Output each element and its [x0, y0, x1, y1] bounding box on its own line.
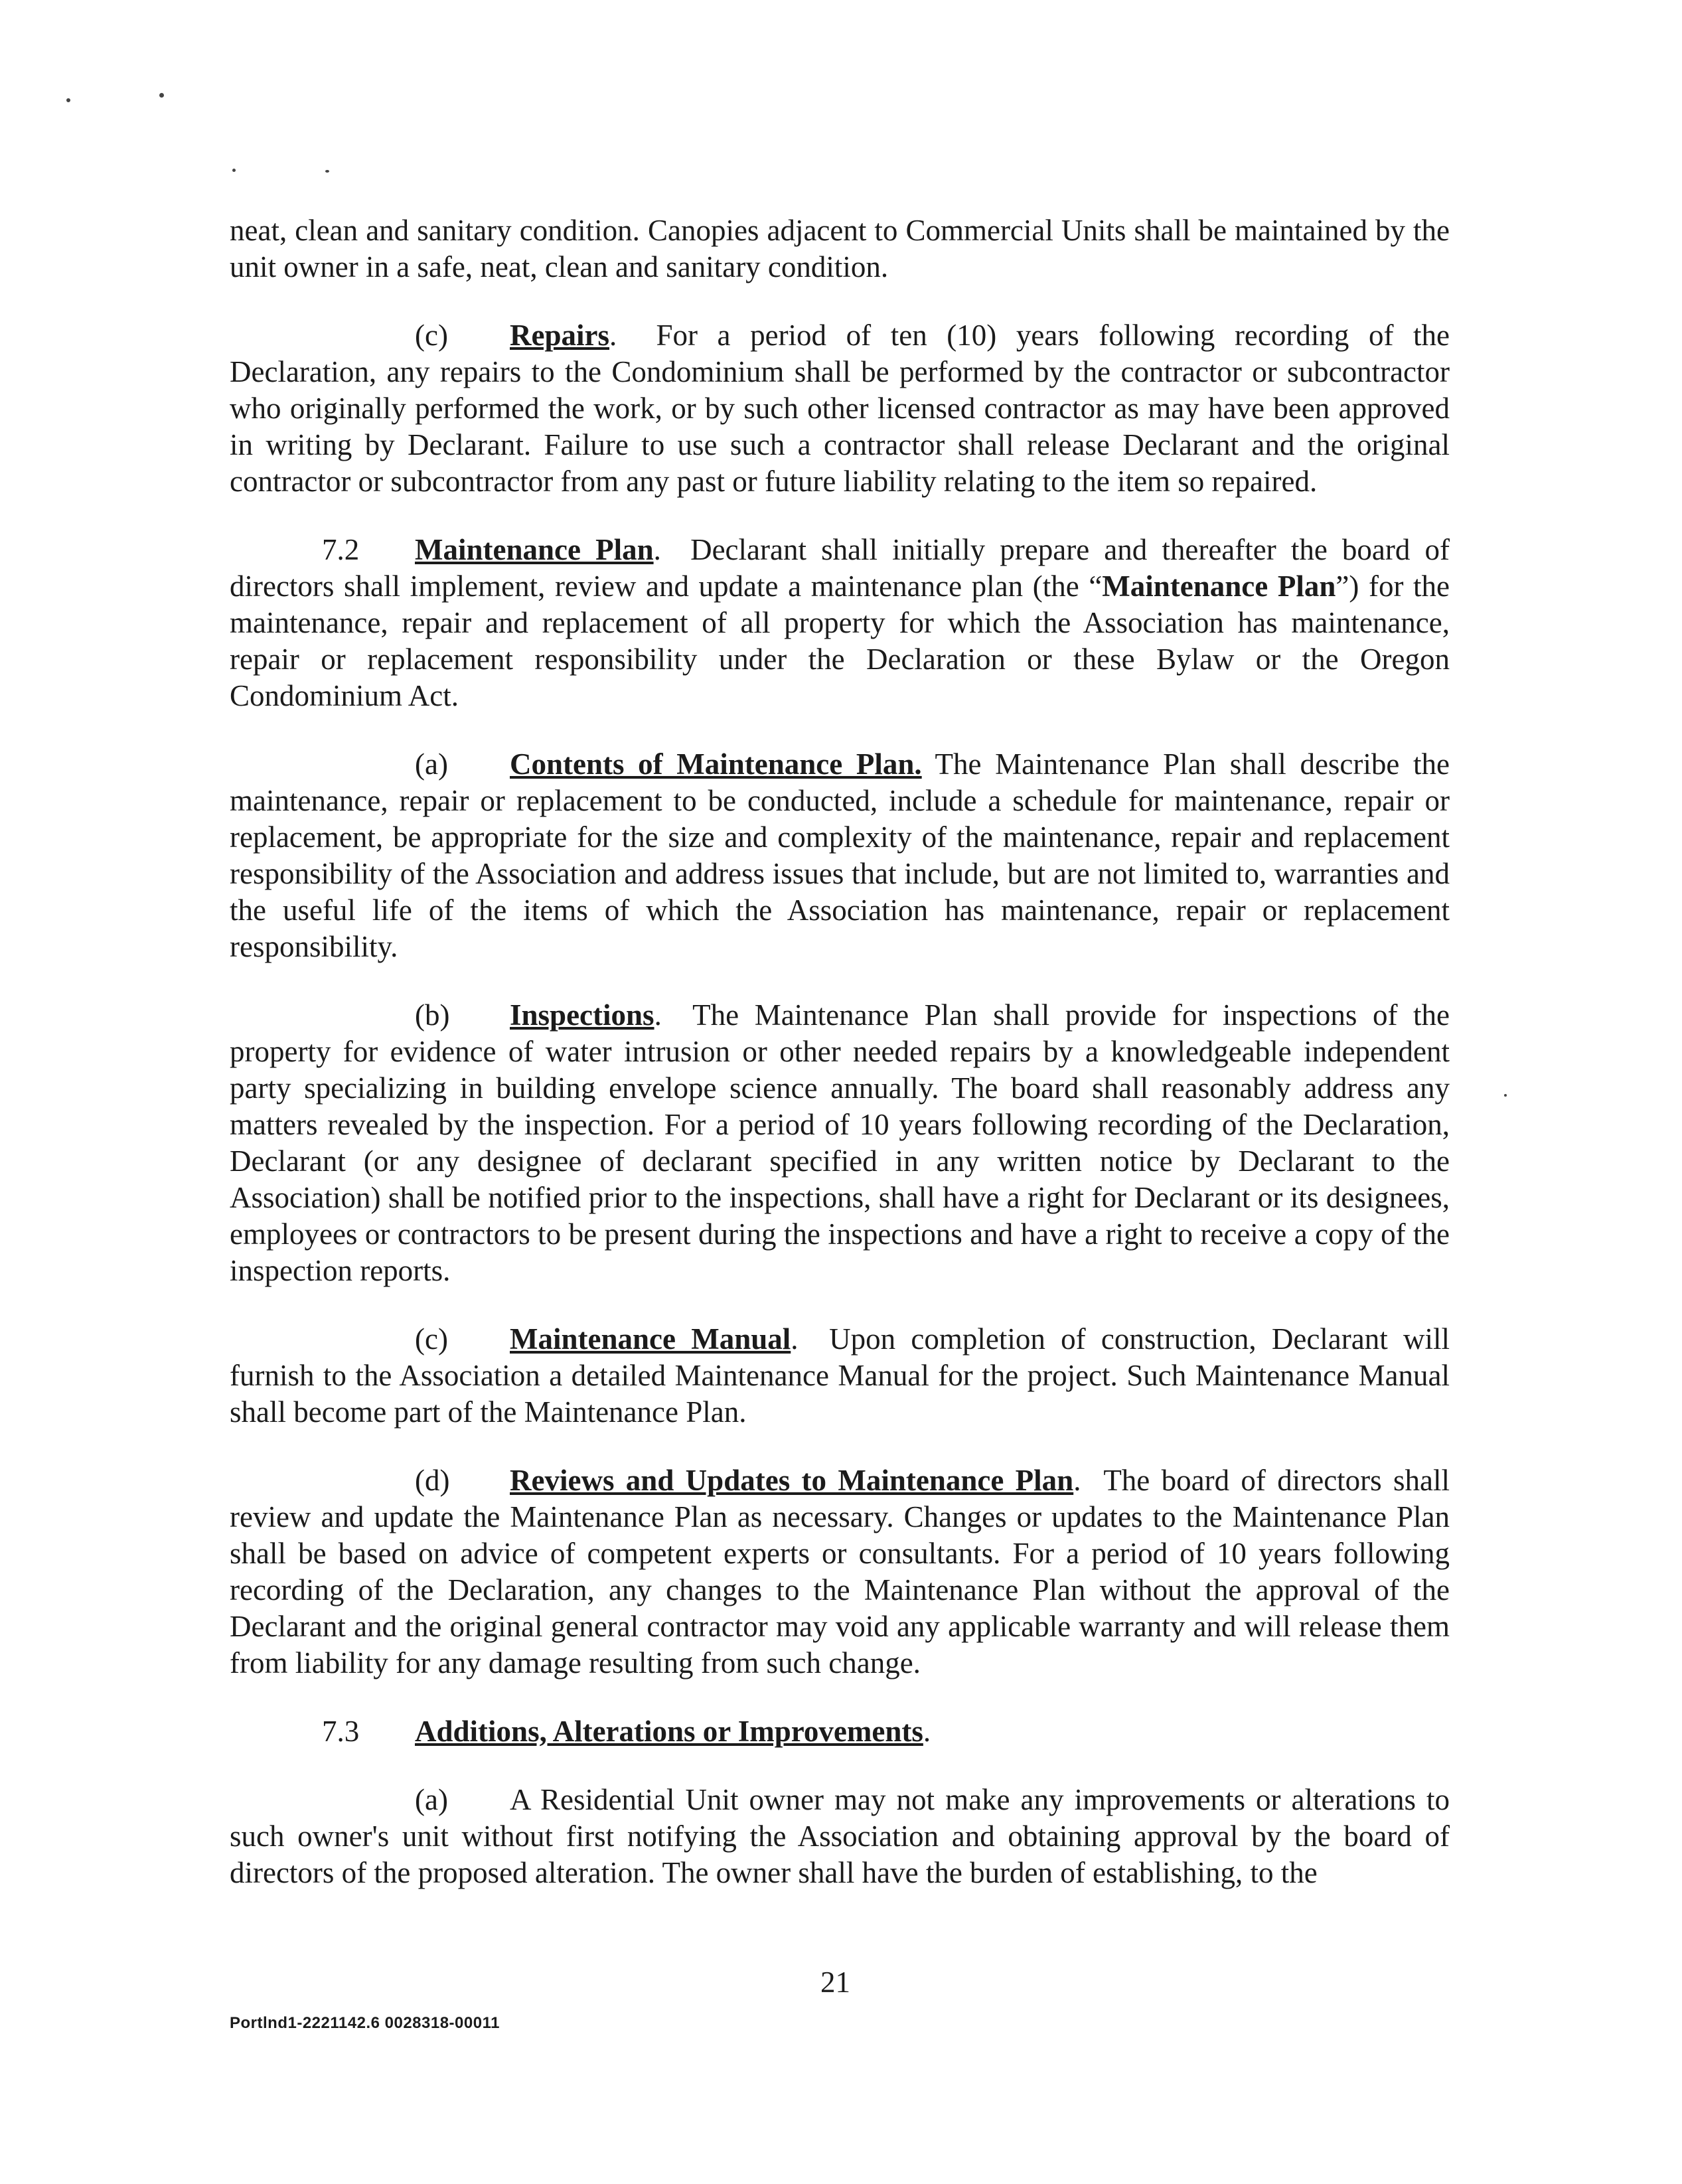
document-footer-id: Portlnd1-2221142.6 0028318-00011: [230, 2014, 500, 2032]
defined-term: Maintenance Plan: [1102, 570, 1336, 603]
scan-speck: [1504, 1094, 1507, 1097]
section-heading: Repairs: [510, 319, 609, 352]
section-text: Upon completion of construction, Declarant will furnish to the Association a detailed Maintenance Manual for the project. Such Maintenance Manual shall become part of the Maintenance Plan.: [230, 1322, 1450, 1429]
scan-speck: [159, 93, 164, 98]
section-heading: Additions, Alterations or Improvements: [415, 1715, 923, 1748]
section-heading: Inspections: [510, 998, 654, 1032]
document-body: [230, 212, 1450, 1891]
section-number: (d): [415, 1464, 450, 1497]
section-text: For a period of ten (10) years following recording of the Declaration, any repairs to the Condominium shall be performed by the contractor or subcontractor who originally performed the work, or by such other licensed contractor as may have been approved in writing by Declarant. Failure to use such a contractor shall release Declarant and the original contractor or subcontractor from any past or future liability relating to the item so repaired.: [230, 319, 1450, 498]
section-7-2-d: (d) Reviews and Updates to Maintenance Plan. The board of directors shall review and update the Maintenance Plan as necessary. Changes or updates to the Maintenance Plan shall be based on advice of competent experts or consultants. For a period of 10 years following recording of the Declaration, any changes to the Maintenance Plan without the approval of the Declarant and the original general contractor may void any applicable warranty and will release them from liability for any damage resulting from such change.: [230, 1464, 1450, 1679]
scan-speck: [232, 169, 236, 172]
section-text: The Maintenance Plan shall describe the maintenance, repair or replacement to be conducted, include a schedule for maintenance, repair or replacement, be appropriate for the size and complexity of the maintenance, repair and replacement responsibility of the Association and address issues that include, but are not limited to, warranties and the useful life of the items of which the Association has maintenance, repair or replacement responsibility.: [230, 747, 1450, 963]
page-number: 21: [820, 1966, 850, 1999]
section-heading: Maintenance Manual: [510, 1322, 791, 1356]
section-7-3: 7.3 Additions, Alterations or Improvements.: [230, 1713, 1450, 1750]
section-number: 7.2: [322, 533, 360, 566]
section-text-continued: ”) for the maintenance, repair and replacement of all property for which the Association has maintenance, repair or replacement responsibility under the Declaration or these Bylaw or the Oregon Condominium Act.: [230, 570, 1450, 712]
section-7-2-a: [230, 746, 1450, 965]
section-7-2-b: (b) Inspections. The Maintenance Plan shall provide for inspections of the property for evidence of water intrusion or other needed repairs by a knowledgeable independent party specializing in building envelope science annually. The board shall reasonably address any matters revealed by the inspection. For a period of 10 years following recording of the Declaration, Declarant (or any designee of declarant specified in any written notice by Declarant to the Association) shall be notified prior to the inspections, shall have a right for Declarant or its designees, employees or contractors to be present during the inspections and have a right to receive a copy of the inspection reports.: [230, 998, 1450, 1287]
section-number: (c): [415, 1322, 448, 1356]
scan-speck: [325, 170, 329, 173]
section-heading: Maintenance Plan: [415, 533, 654, 566]
section-7-2: 7.2 Maintenance Plan. Declarant shall initially prepare and thereafter the board of directors shall implement, review and update a maintenance plan (the “Maintenance Plan”) for the maintenance, repair and replacement of all property for which the Association has maintenance, repair or replacement responsibility under the Declaration or these Bylaw or the Oregon Condominium Act.: [230, 533, 1450, 712]
section-number: (a): [415, 1783, 448, 1816]
section-text: A Residential Unit owner may not make any improvements or alterations to such owner's unit without first notifying the Association and obtaining approval by the board of directors of the proposed alteration. The owner shall have the burden of establishing, to the: [230, 1783, 1450, 1889]
section-repairs: (c) Repairs. For a period of ten (10) years following recording of the Declaration, any repairs to the Condominium shall be performed by the contractor or subcontractor who originally performed the work, or by such other licensed contractor as may have been approved in writing by Declarant. Failure to use such a contractor shall release Declarant and the original contractor or subcontractor from any past or future liability relating to the item so repaired.: [230, 319, 1450, 498]
section-7-3-a: [230, 1782, 1450, 1891]
section-text: The board of directors shall review and update the Maintenance Plan as necessary. Changes or updates to the Maintenance Plan shall be based on advice of competent experts or consultants. For a period of 10 years following recording of the Declaration, any changes to the Maintenance Plan without the approval of the Declarant and the original general contractor may void any applicable warranty and will release them from liability for any damage resulting from such change.: [230, 1464, 1450, 1679]
section-number: (b): [415, 998, 450, 1032]
intro-paragraph: neat, clean and sanitary condition. Canopies adjacent to Commercial Units shall be maintained by the unit owner in a safe, neat, clean and sanitary condition.: [230, 214, 1450, 283]
section-number: 7.3: [322, 1715, 360, 1748]
section-text: The Maintenance Plan shall provide for inspections of the property for evidence of water intrusion or other needed repairs by a knowledgeable independent party specializing in building envelope science annually. The board shall reasonably address any matters revealed by the inspection. For a period of 10 years following recording of the Declaration, Declarant (or any designee of declarant specified in any written notice by Declarant to the Association) shall be notified prior to the inspections, shall have a right for Declarant or its designees, employees or contractors to be present during the inspections and have a right to receive a copy of the inspection reports.: [230, 998, 1450, 1287]
section-number: (a): [415, 747, 448, 781]
section-number: (c): [415, 319, 448, 352]
section-heading: Contents of Maintenance Plan.: [510, 747, 922, 781]
section-7-2-c: (c) Maintenance Manual. Upon completion of construction, Declarant will furnish to the Association a detailed Maintenance Manual for the project. Such Maintenance Manual shall become part of the Maintenance Plan.: [230, 1322, 1450, 1429]
scan-speck: [66, 98, 70, 102]
section-text: Declarant shall initially prepare and thereafter the board of directors shall implement, review and update a maintenance plan (the “: [230, 533, 1450, 603]
section-heading: Reviews and Updates to Maintenance Plan: [510, 1464, 1074, 1497]
